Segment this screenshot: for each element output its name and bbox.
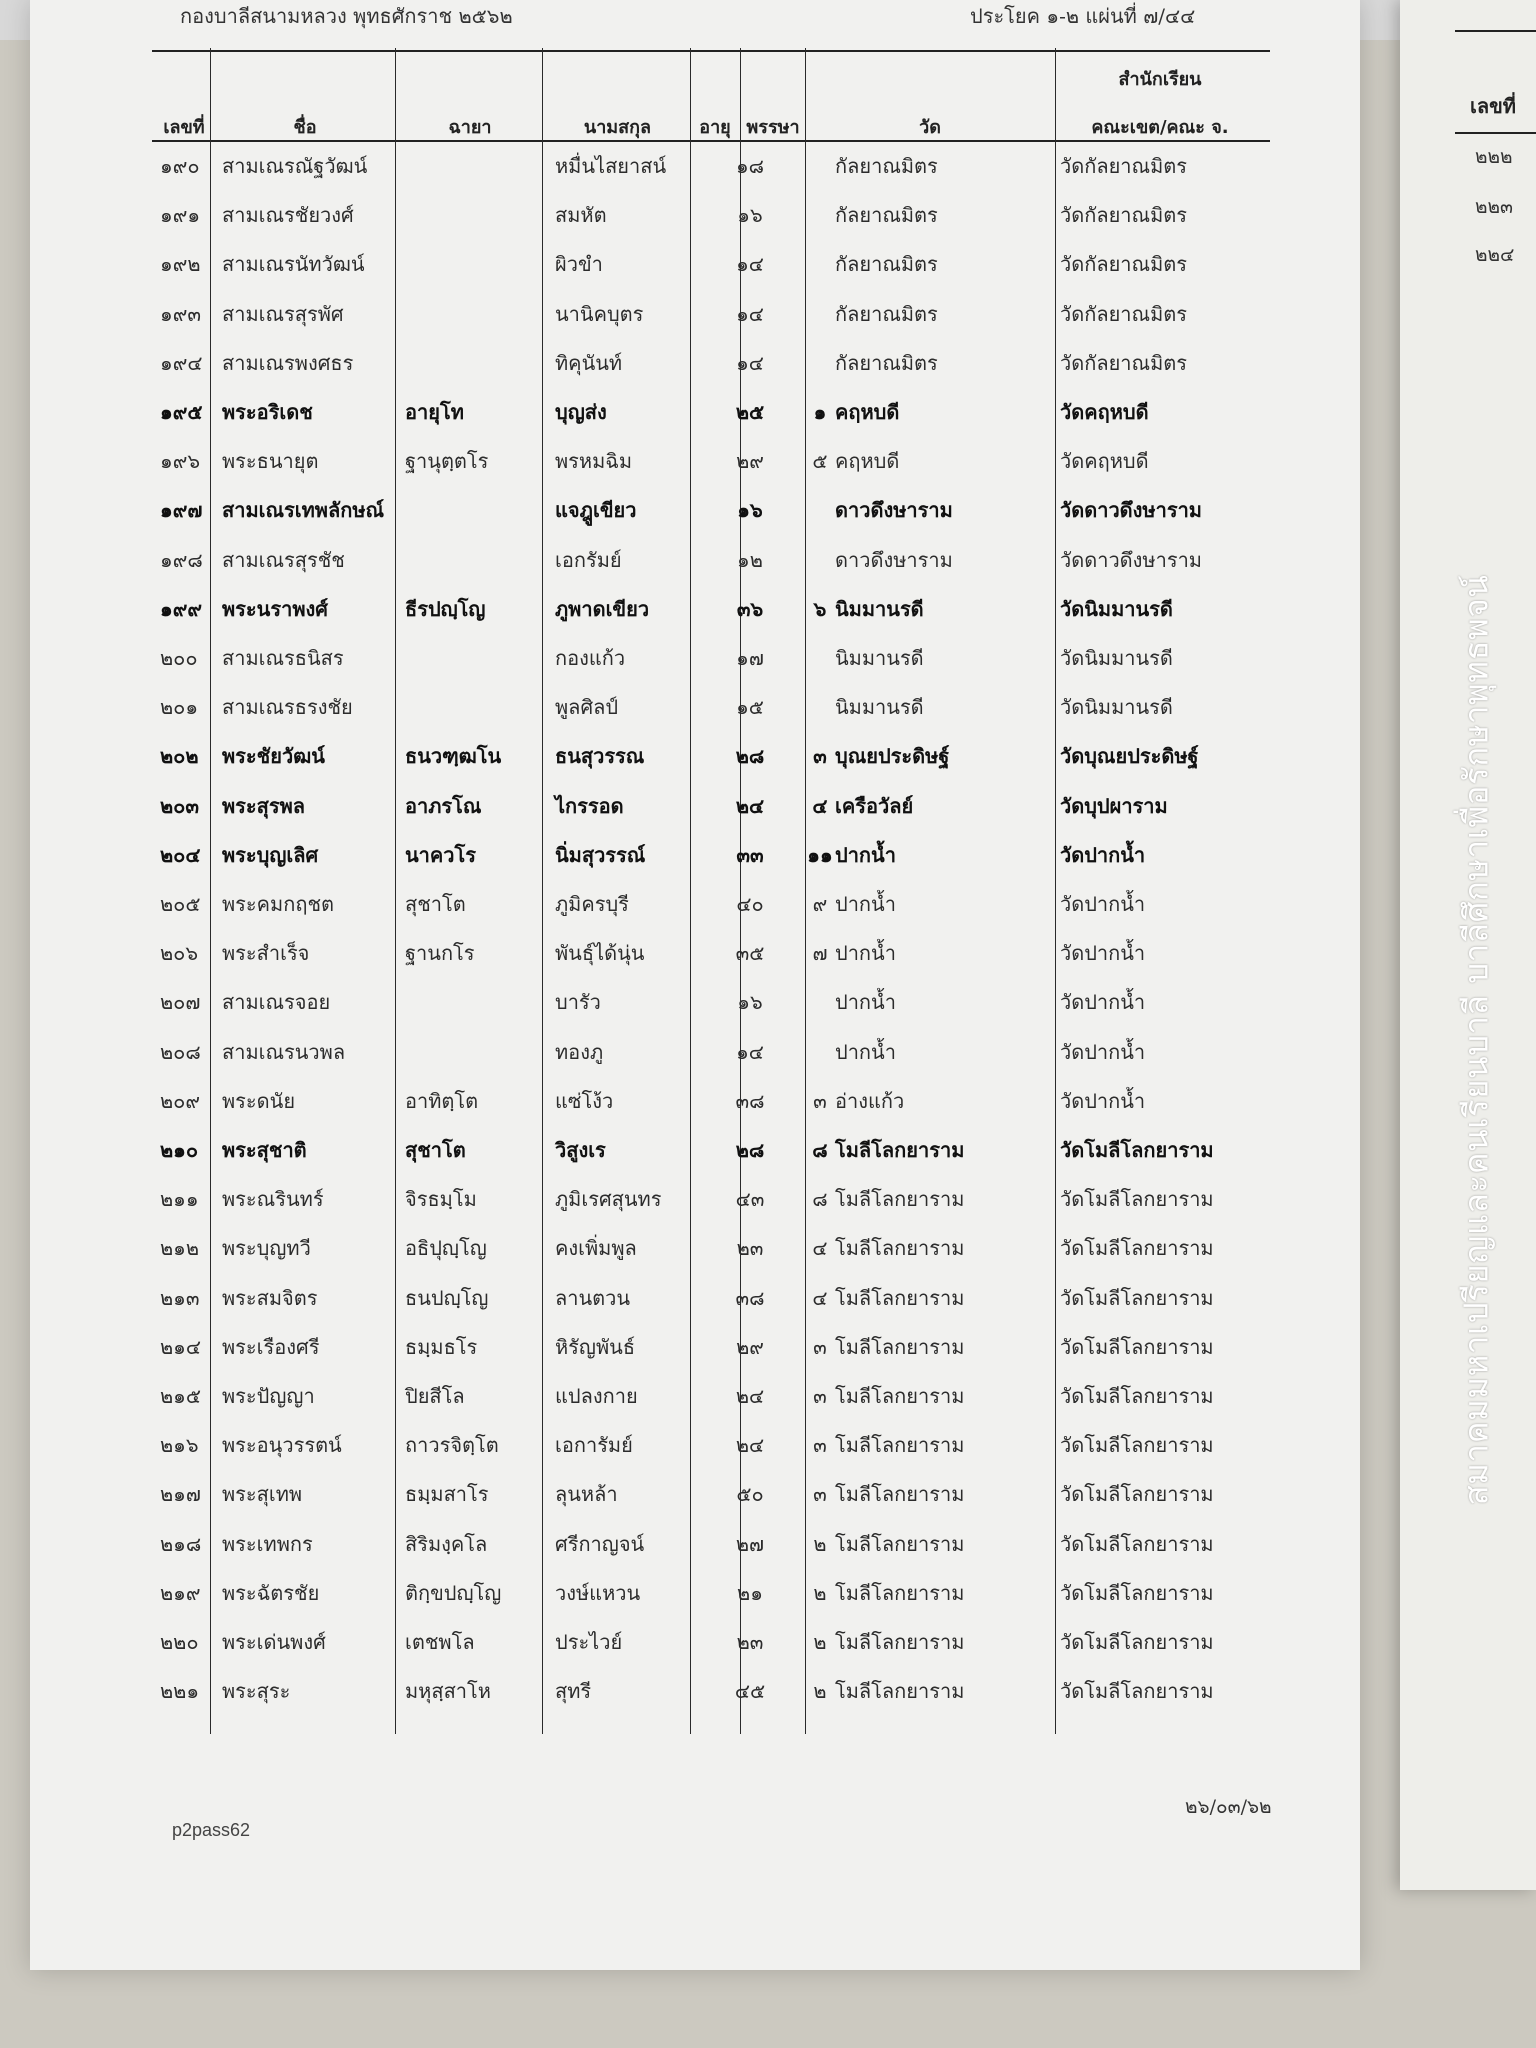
cell-wat: โมลีโลกยาราม	[835, 1630, 965, 1654]
cell-wat: เครือวัลย์	[835, 793, 914, 818]
cell-phansa: ๓	[813, 1088, 827, 1113]
cell-surname: ลุนหล้า	[555, 1482, 618, 1507]
cell-chaya: ธีรปญฺโญ	[405, 596, 486, 621]
cell-wat: โมลีโลกยาราม	[835, 1531, 965, 1556]
cell-num: ๒๑๘	[160, 1531, 202, 1556]
cell-phansa: ๑	[813, 400, 827, 424]
cell-surname: ธนสุวรรณ	[555, 744, 645, 769]
cell-surname: ผิวขำ	[555, 252, 603, 277]
cell-wat: โมลีโลกยาราม	[835, 1679, 965, 1704]
cell-surname: พรหมฉิม	[555, 449, 633, 474]
cell-wat: กัลยาณมิตร	[835, 154, 938, 178]
cell-chaya: อาภรโณ	[405, 793, 482, 818]
cell-age: ๒๘	[735, 1138, 765, 1162]
cell-surname: ทองภู	[555, 1039, 604, 1064]
cell-age: ๓๓	[736, 842, 764, 867]
cell-surname: วิสูงเร	[555, 1138, 606, 1162]
cell-name: พระบุญทวี	[222, 1236, 311, 1261]
cell-wat: โมลีโลกยาราม	[835, 1580, 965, 1605]
cell-office: วัดโมลีโลกยาราม	[1060, 1236, 1214, 1261]
cell-name: สามเณรณัฐวัฒน์	[222, 154, 368, 178]
table-row	[160, 1232, 1260, 1280]
cell-surname: หิรัญพันธ์	[555, 1334, 636, 1359]
cell-office: วัดดาวดึงษาราม	[1060, 547, 1202, 572]
page-header-left: กองบาลีสนามหลวง พุทธศักราช ๒๕๖๒	[180, 4, 513, 28]
cell-phansa: ๒	[813, 1679, 827, 1704]
next-page-header-rule	[1455, 132, 1536, 134]
cell-office: วัดโมลีโลกยาราม	[1060, 1482, 1214, 1507]
cell-wat: ปากน้ำ	[835, 941, 896, 966]
cell-age: ๒๙	[736, 449, 764, 474]
cell-name: พระฉัตรชัย	[222, 1580, 320, 1605]
table-row	[160, 494, 1260, 542]
watermark-text: สมาคมมหาเปรียญและคนเรียนบาลี บาลีศึกษาเพื่อรักษาพุทธพจน์	[1456, 574, 1496, 1506]
cell-num: ๒๑๙	[160, 1580, 201, 1605]
table-row	[160, 691, 1260, 739]
cell-name: พระสมจิตร	[222, 1285, 318, 1310]
cell-phansa: ๒	[813, 1531, 827, 1556]
cell-office: วัดกัลยาณมิตร	[1060, 252, 1188, 277]
cell-surname: ภูมิเรศสุนทร	[555, 1187, 662, 1212]
cell-office: วัดกัลยาณมิตร	[1060, 154, 1188, 178]
cell-phansa: ๖	[813, 596, 827, 621]
cell-name: สามเณรธนิสร	[222, 646, 344, 670]
table-row	[160, 642, 1260, 690]
cell-office: วัดบุณยประดิษฐ์	[1060, 744, 1199, 769]
cell-name: พระสุรพล	[222, 793, 306, 818]
cell-name: พระธนายุต	[222, 449, 319, 474]
cell-name: สามเณรพงศธร	[222, 350, 354, 375]
cell-wat: กัลยาณมิตร	[835, 252, 938, 277]
cell-office: วัดโมลีโลกยาราม	[1060, 1285, 1214, 1310]
cell-office: วัดปากน้ำ	[1060, 892, 1146, 916]
footer-date: ๒๖/๐๓/๖๒	[1185, 1796, 1272, 1818]
cell-age: ๔๓	[735, 1187, 765, 1212]
cell-phansa: ๑๑	[807, 842, 833, 867]
table-row	[160, 986, 1260, 1034]
cell-chaya: อธิปุญฺโญ	[405, 1236, 487, 1261]
cell-chaya: ธมฺมสาโร	[405, 1482, 489, 1507]
cell-phansa: ๘	[812, 1187, 828, 1212]
cell-name: สามเณรนัทวัฒน์	[222, 252, 365, 277]
cell-office: วัดโมลีโลกยาราม	[1060, 1334, 1214, 1359]
cell-wat: ดาวดึงษาราม	[835, 498, 953, 523]
column-header-office-line2: คณะเขต/คณะ จ.	[1091, 117, 1229, 138]
cell-name: พระปัญญา	[222, 1384, 315, 1408]
cell-office: วัดกัลยาณมิตร	[1060, 301, 1188, 326]
cell-num: ๒๑๒	[160, 1236, 200, 1261]
cell-wat: โมลีโลกยาราม	[835, 1384, 965, 1408]
cell-office: วัดโมลีโลกยาราม	[1060, 1433, 1214, 1458]
column-header-wat: วัด	[919, 117, 941, 138]
cell-office: วัดโมลีโลกยาราม	[1060, 1187, 1214, 1212]
cell-num: ๒๐๑	[160, 695, 199, 720]
cell-age: ๑๖	[737, 990, 763, 1015]
cell-age: ๒๑	[737, 1580, 763, 1605]
cell-age: ๒๗	[735, 1531, 765, 1556]
cell-office: วัดนิมมานรดี	[1060, 596, 1173, 621]
column-header-chaya: ฉายา	[448, 117, 492, 138]
cell-wat: นิมมานรดี	[835, 695, 924, 720]
cell-age: ๑๖	[737, 498, 763, 523]
cell-phansa: ๙	[812, 892, 828, 916]
cell-age: ๑๔	[736, 1039, 764, 1064]
cell-name: พระคมกฤชต	[222, 892, 335, 916]
table-row	[160, 790, 1260, 838]
cell-num: ๑๙๙	[160, 596, 202, 621]
table-row	[160, 445, 1260, 493]
cell-phansa: ๔	[812, 1285, 828, 1310]
cell-name: พระบุญเลิศ	[222, 842, 319, 867]
table-row	[160, 1282, 1260, 1330]
cell-chaya: นาควโร	[405, 842, 476, 867]
cell-num: ๑๙๔	[160, 350, 203, 375]
cell-wat: อ่างแก้ว	[835, 1088, 905, 1113]
cell-phansa: ๗	[812, 941, 828, 966]
cell-age: ๒๓	[736, 1630, 764, 1654]
cell-phansa: ๕	[812, 449, 828, 474]
cell-wat: กัลยาณมิตร	[835, 350, 938, 375]
cell-phansa: ๓	[813, 1384, 827, 1408]
cell-surname: แปลงกาย	[555, 1384, 638, 1408]
cell-age: ๑๖	[737, 203, 763, 228]
cell-num: ๒๐๙	[160, 1088, 201, 1113]
table-row	[160, 544, 1260, 592]
cell-name: พระดนัย	[222, 1088, 296, 1113]
cell-num: ๒๐๘	[160, 1039, 201, 1064]
cell-num: ๒๑๔	[160, 1334, 202, 1359]
cell-num: ๑๙๓	[160, 301, 202, 326]
cell-chaya: ถาวรจิตฺโต	[405, 1433, 499, 1458]
cell-phansa: ๔	[812, 1236, 828, 1261]
cell-surname: บารัว	[555, 990, 601, 1015]
table-row	[160, 1478, 1260, 1526]
table-row	[160, 888, 1260, 936]
cell-surname: ภูพาดเขียว	[555, 596, 650, 621]
cell-wat: กัลยาณมิตร	[835, 301, 938, 326]
cell-wat: โมลีโลกยาราม	[835, 1433, 965, 1458]
cell-age: ๒๔	[735, 1433, 765, 1458]
table-row	[160, 1380, 1260, 1428]
cell-age: ๑๒	[737, 547, 763, 572]
cell-age: ๔๐	[736, 892, 764, 916]
cell-office: วัดคฤหบดี	[1060, 400, 1149, 424]
table-row	[160, 839, 1260, 887]
cell-office: วัดดาวดึงษาราม	[1060, 498, 1202, 523]
cell-surname: หมื่นไสยาสน์	[555, 154, 667, 178]
cell-office: วัดโมลีโลกยาราม	[1060, 1630, 1214, 1654]
cell-age: ๑๔	[736, 252, 764, 277]
cell-age: ๒๓	[736, 1236, 764, 1261]
cell-age: ๒๕	[735, 400, 765, 424]
cell-phansa: ๔	[812, 793, 828, 818]
cell-num: ๒๒๐	[160, 1630, 199, 1654]
cell-chaya: อาทิตฺโต	[405, 1088, 479, 1113]
cell-num: ๒๑๕	[160, 1384, 202, 1408]
cell-num: ๒๐๐	[160, 646, 198, 670]
cell-num: ๑๙๘	[160, 547, 203, 572]
cell-surname: ศรีกาญจน์	[555, 1531, 645, 1556]
cell-wat: โมลีโลกยาราม	[835, 1334, 965, 1359]
cell-surname: บุญส่ง	[555, 400, 607, 424]
cell-chaya: ธมฺมธโร	[405, 1334, 478, 1359]
cell-phansa: ๒	[813, 1580, 827, 1605]
cell-num: ๒๒๑	[160, 1679, 200, 1704]
table-row	[160, 1528, 1260, 1576]
table-top-rule	[152, 50, 1270, 52]
cell-surname: คงเพิ่มพูล	[555, 1236, 637, 1261]
cell-phansa: ๓	[813, 1482, 827, 1507]
table-row	[160, 1429, 1260, 1477]
column-header-age: อายุ	[699, 117, 731, 138]
cell-name: สามเณรนวพล	[222, 1039, 346, 1064]
cell-chaya: มหุสฺสาโห	[405, 1679, 491, 1704]
table-row	[160, 248, 1260, 296]
cell-chaya: ปิยสีโล	[405, 1384, 465, 1408]
cell-age: ๑๘	[735, 154, 765, 178]
cell-age: ๒๙	[736, 1334, 764, 1359]
next-page-rule	[1455, 30, 1536, 32]
cell-wat: ปากน้ำ	[835, 990, 896, 1015]
cell-office: วัดปากน้ำ	[1060, 941, 1146, 966]
next-page-row-num: ๒๒๔	[1475, 244, 1515, 266]
table-row	[160, 199, 1260, 247]
cell-office: วัดนิมมานรดี	[1060, 646, 1173, 670]
cell-name: สามเณรเทพลักษณ์	[222, 498, 385, 523]
cell-num: ๒๑๖	[160, 1433, 199, 1458]
cell-num: ๒๐๖	[160, 941, 199, 966]
table-row	[160, 298, 1260, 346]
cell-chaya: สุชาโต	[405, 892, 466, 916]
cell-wat: ปากน้ำ	[835, 842, 896, 867]
cell-name: สามเณรจอย	[222, 990, 331, 1015]
cell-surname: สมหัต	[555, 203, 607, 228]
cell-name: พระสุชาติ	[222, 1138, 307, 1162]
cell-name: พระเรืองศรี	[222, 1334, 320, 1359]
cell-age: ๑๔	[736, 301, 764, 326]
table-row	[160, 1331, 1260, 1379]
cell-wat: บุณยประดิษฐ์	[835, 744, 950, 769]
next-page-column-header: เลขที่	[1470, 94, 1516, 118]
cell-office: วัดปากน้ำ	[1060, 990, 1146, 1015]
cell-name: พระเด่นพงศ์	[222, 1630, 326, 1654]
cell-chaya: จิรธมฺโม	[405, 1187, 477, 1212]
cell-office: วัดกัลยาณมิตร	[1060, 203, 1188, 228]
cell-num: ๒๑๓	[160, 1285, 200, 1310]
column-header-surname: นามสกุล	[583, 117, 652, 138]
cell-age: ๒๔	[735, 1384, 765, 1408]
table-row	[160, 1626, 1260, 1674]
cell-name: สามเณรธรงชัย	[222, 695, 353, 720]
cell-name: พระสำเร็จ	[222, 941, 310, 966]
cell-wat: กัลยาณมิตร	[835, 203, 938, 228]
column-header-num: เลขที่	[163, 117, 205, 138]
cell-num: ๒๑๑	[160, 1187, 199, 1212]
cell-age: ๓๕	[735, 941, 765, 966]
cell-wat: ปากน้ำ	[835, 892, 896, 916]
cell-phansa: ๓	[813, 744, 827, 769]
cell-num: ๑๙๗	[160, 498, 203, 523]
cell-age: ๓๖	[736, 596, 764, 621]
cell-name: พระเทพกร	[222, 1531, 313, 1556]
cell-wat: โมลีโลกยาราม	[835, 1236, 965, 1261]
cell-name: พระอริเดช	[222, 400, 313, 424]
cell-wat: ดาวดึงษาราม	[835, 547, 953, 572]
next-page-row-num: ๒๒๓	[1475, 196, 1514, 218]
cell-chaya: สิริมงฺคโล	[405, 1531, 488, 1556]
cell-num: ๑๙๐	[160, 154, 200, 178]
table-row	[160, 1183, 1260, 1231]
table-row	[160, 593, 1260, 641]
cell-age: ๕๐	[736, 1482, 764, 1507]
cell-phansa: ๒	[813, 1630, 827, 1654]
cell-age: ๑๕	[736, 695, 764, 720]
document-page	[30, 0, 1360, 1970]
cell-num: ๑๙๒	[160, 252, 201, 277]
table-row	[160, 740, 1260, 788]
cell-surname: เอกรัมย์	[555, 547, 622, 572]
cell-age: ๓๘	[735, 1285, 765, 1310]
table-row	[160, 396, 1260, 444]
cell-wat: โมลีโลกยาราม	[835, 1187, 965, 1212]
cell-surname: แจฎูเขียว	[555, 498, 637, 523]
cell-chaya: ธนปญฺโญ	[405, 1285, 489, 1310]
cell-chaya: สุชาโต	[405, 1138, 466, 1162]
cell-office: วัดโมลีโลกยาราม	[1060, 1531, 1214, 1556]
cell-num: ๒๑๐	[160, 1138, 199, 1162]
table-row	[160, 1134, 1260, 1182]
cell-office: วัดโมลีโลกยาราม	[1060, 1580, 1214, 1605]
cell-name: พระณรินทร์	[222, 1187, 324, 1212]
cell-surname: แซ่โง้ว	[555, 1088, 614, 1113]
cell-office: วัดบุปผาราม	[1060, 793, 1168, 818]
cell-surname: ลานตวน	[555, 1285, 631, 1310]
cell-surname: สุทรี	[555, 1679, 592, 1704]
cell-office: วัดนิมมานรดี	[1060, 695, 1173, 720]
cell-surname: นิ่มสุวรรณ์	[555, 842, 646, 867]
cell-chaya: ธนวฑฺฒโน	[405, 744, 502, 769]
cell-num: ๑๙๑	[160, 203, 201, 228]
table-row	[160, 150, 1260, 198]
cell-num: ๑๙๕	[160, 400, 203, 424]
column-header-office-line1: สำนักเรียน	[1118, 69, 1202, 90]
cell-surname: วงษ์แหวน	[555, 1580, 641, 1605]
cell-office: วัดปากน้ำ	[1060, 1039, 1146, 1064]
cell-office: วัดปากน้ำ	[1060, 842, 1146, 867]
cell-surname: เอการัมย์	[555, 1433, 633, 1458]
cell-office: วัดโมลีโลกยาราม	[1060, 1138, 1214, 1162]
cell-wat: ปากน้ำ	[835, 1039, 896, 1064]
cell-wat: คฤหบดี	[835, 400, 900, 424]
cell-name: สามเณรสุรพัศ	[222, 301, 344, 326]
cell-wat: นิมมานรดี	[835, 596, 924, 621]
cell-surname: ไกรรอด	[555, 793, 624, 818]
cell-office: วัดคฤหบดี	[1060, 449, 1149, 474]
cell-num: ๑๙๖	[160, 449, 201, 474]
cell-name: สามเณรชัยวงศ์	[222, 203, 354, 228]
table-row	[160, 1577, 1260, 1625]
cell-office: วัดกัลยาณมิตร	[1060, 350, 1188, 375]
cell-age: ๓๘	[735, 1088, 765, 1113]
cell-phansa: ๘	[812, 1138, 828, 1162]
cell-surname: ทิคุนันท์	[555, 350, 623, 375]
cell-age: ๑๗	[736, 646, 764, 670]
cell-chaya: ติกฺขปญฺโญ	[405, 1580, 502, 1605]
cell-surname: พูลศิลป์	[555, 695, 619, 720]
cell-surname: ประไวย์	[555, 1630, 623, 1654]
cell-phansa: ๓	[813, 1433, 827, 1458]
cell-name: พระสุระ	[222, 1679, 291, 1704]
cell-wat: โมลีโลกยาราม	[835, 1138, 965, 1162]
cell-num: ๒๐๒	[160, 744, 199, 769]
cell-name: พระสุเทพ	[222, 1482, 303, 1507]
next-page-row-num: ๒๒๒	[1475, 146, 1513, 168]
cell-office: วัดโมลีโลกยาราม	[1060, 1679, 1214, 1704]
cell-name: พระอนุวรรตน์	[222, 1433, 342, 1458]
table-row	[160, 1675, 1260, 1723]
cell-num: ๒๐๗	[160, 990, 201, 1015]
cell-wat: คฤหบดี	[835, 449, 900, 474]
table-row	[160, 347, 1260, 395]
cell-office: วัดโมลีโลกยาราม	[1060, 1384, 1214, 1408]
column-header-name: ชื่อ	[293, 117, 317, 138]
cell-age: ๒๔	[735, 793, 765, 818]
cell-chaya: อายุโท	[405, 400, 464, 424]
cell-surname: พันธุ์ได้นุ่น	[555, 941, 645, 966]
cell-wat: โมลีโลกยาราม	[835, 1285, 965, 1310]
cell-age: ๑๔	[736, 350, 764, 375]
table-row	[160, 1085, 1260, 1133]
cell-num: ๒๐๔	[160, 842, 201, 867]
cell-surname: นานิคบุตร	[555, 301, 644, 326]
cell-surname: กองแก้ว	[555, 646, 626, 670]
cell-wat: นิมมานรดี	[835, 646, 924, 670]
cell-name: พระนราพงศ์	[222, 596, 328, 621]
cell-age: ๔๕	[734, 1679, 766, 1704]
cell-chaya: เตชพโล	[405, 1630, 475, 1654]
cell-chaya: ฐานกโร	[405, 941, 475, 966]
cell-chaya: ฐานุตฺตโร	[405, 449, 489, 474]
column-header-phansa: พรรษา	[746, 117, 800, 138]
cell-num: ๒๐๕	[160, 892, 201, 916]
footer-code: p2pass62	[172, 1820, 251, 1840]
cell-surname: ภูมิครบุรี	[555, 892, 629, 916]
table-row	[160, 1036, 1260, 1084]
cell-wat: โมลีโลกยาราม	[835, 1482, 965, 1507]
page-header-right: ประโยค ๑-๒ แผ่นที่ ๗/๔๔	[970, 4, 1196, 28]
table-row	[160, 937, 1260, 985]
cell-office: วัดปากน้ำ	[1060, 1088, 1146, 1113]
cell-name: สามเณรสุรชัช	[222, 547, 345, 572]
cell-name: พระชัยวัฒน์	[222, 744, 325, 769]
cell-num: ๒๑๗	[160, 1482, 201, 1507]
cell-age: ๒๘	[735, 744, 765, 769]
cell-phansa: ๓	[813, 1334, 827, 1359]
cell-num: ๒๐๓	[160, 793, 200, 818]
